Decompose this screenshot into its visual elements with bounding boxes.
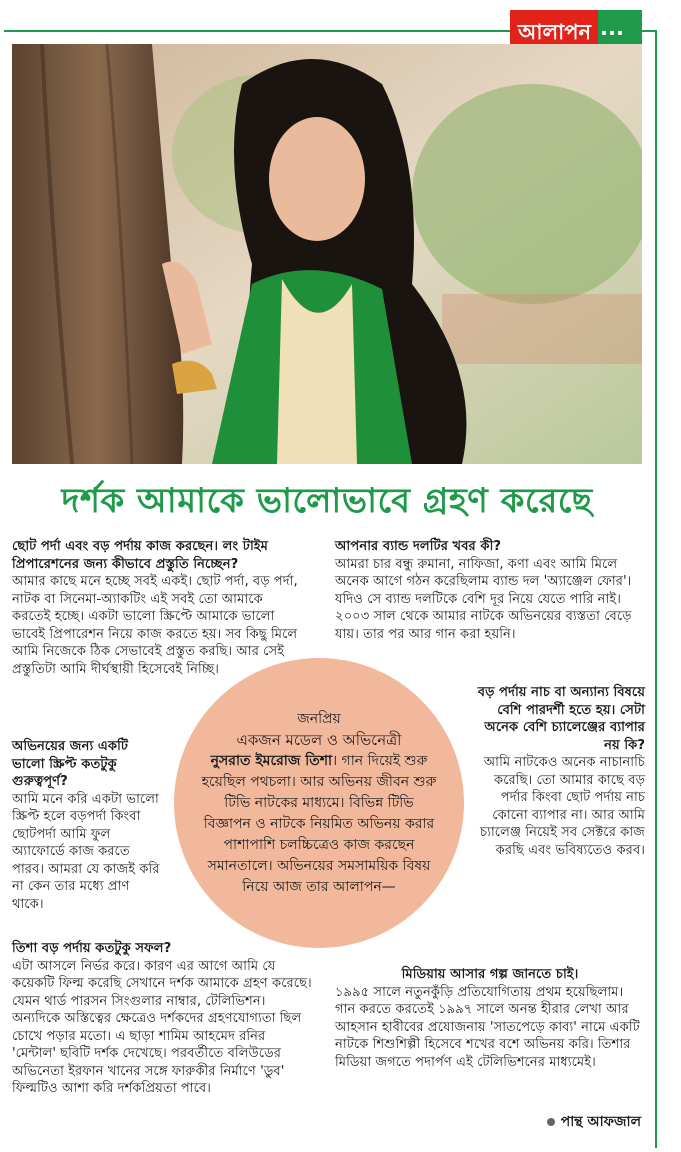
left-column <box>12 538 312 678</box>
intro-name: নুসরাত ইমরোজ তিশা <box>210 752 333 769</box>
right-column-3 <box>335 966 645 1071</box>
intro-line-1: জনপ্রিয় <box>297 710 341 727</box>
question-4: আপনার ব্যান্ড দলটির খবর কী? <box>335 539 502 554</box>
bullet-icon <box>547 1118 555 1126</box>
answer-3: এটা আসলে নির্ভর করে। কারণ এর আগে আমি যে কয়েকটি ফিল্ম করেছি সেখানে দর্শক আমাকে গ্রহণ করেছে। যেমন থার্ড পারসন সিংগুলার নাম্বার, টেলিভিশন। অন্যদিকে অস্তিত্বের ক্ষেত্রেও দর্শকদের গ্রহণযোগ্যতা ছিল চোখে পড়ার মতো। এ ছাড়া শামিম আহমেদ রনির 'মেন্টাল' ছবিটি দর্শক দেখেছে। পরবর্তীতে বলিউডের অভিনেতা ইরফান খানের সঙ্গে ফারুকীর নির্মাণে 'ডুব' ফিল্মটিও আশা করি দর্শকপ্রিয়তা পাবে। <box>12 958 312 1096</box>
answer-1: আমার কাছে মনে হচ্ছে সবই একই। ছোট পর্দা, বড় পর্দা, নাটক বা সিনেমা-অ্যাকটিং এই সবই তো আমাকে করতেই হচ্ছে। একটা ভালো স্ক্রিপ্টে আমাকে ভালো ভাবেই প্রিপারেশন নিয়ে কাজ করতে হয়। সব কিছু মিলে আমি নিজেকে ঠিক সেভাবেই প্রস্তুত করছি। আর সেই প্রস্তুতিটা আমি দীর্ঘস্থায়ী হিসেবেই নিচ্ছি। <box>12 574 298 677</box>
author-name: পান্থ আফজাল <box>560 1114 641 1130</box>
question-6: মিডিয়ায় আসার গল্প জানতে চাই। <box>401 967 579 982</box>
question-3: তিশা বড় পর্দায় কতটুকু সফল? <box>12 941 172 956</box>
answer-5: আমি নাটকেও অনেক নাচানাচি করেছি। তো আমার কাছে বড় পর্দার কিংবা ছোট পর্দায় নাচ কোনো ব্যাপার না। আর আমি চ্যালেঞ্জ নিয়েই সব সেক্টরে কাজ করছি এবং ভবিষ্যতেও করব। <box>480 755 645 858</box>
left-column-2 <box>12 738 162 913</box>
left-column-3 <box>12 940 312 1098</box>
headline: দর্শক আমাকে ভালোভাবে গ্রহণ করেছে <box>61 481 593 521</box>
answer-6: ১৯৯৫ সালে নতুনকুঁড়ি প্রতিযোগিতায় প্রথম হয়েছিলাম। গান করতে করতেই ১৯৯৭ সালে অনন্ত হীরার লেখা আর আহসান হাবীবের প্রযোজনায় 'সাতপেড়ে কাব্য' নামে একটি নাটকে শিশুশিল্পী হিসেবে শখের বশে অভিনয় করি। তিশার মিডিয়া জগতে পদার্পণ এই টেলিভিশনের মাধ্যমেই। <box>335 984 640 1070</box>
portrait-photo <box>12 44 642 464</box>
byline <box>547 1110 641 1134</box>
question-1: ছোট পর্দা এবং বড় পর্দায় কাজ করছেন। লং টাইম প্রিপারেশনের জন্য কীভাবে প্রস্তুতি নিচ্ছেন? <box>12 539 268 572</box>
right-column-2 <box>470 684 645 859</box>
answer-2: আমি মনে করি একটা ভালো স্ক্রিপ্ট হলে বড়পর্দা কিংবা ছোটপর্দা আমি ফুল অ্যাফোর্ডে কাজ করতে পারব। আমরা যে কাজই করি না কেন তার মধ্যে প্রাণ থাকে। <box>12 791 160 912</box>
section-tag-ellipsis: ... <box>598 10 642 52</box>
section-tag-label: আলাপন <box>510 10 598 52</box>
question-5: বড় পর্দায় নাচ বা অন্যান্য বিষয়ে বেশি পারদর্শী হতে হয়। সেটা অনেক বেশি চ্যালেঞ্জের ব্যাপার নয় কি? <box>477 685 645 753</box>
question-2: অভিনয়ের জন্য একটি ভালো স্ক্রিপ্ট কতটুকু গুরুত্বপূর্ণ? <box>12 739 129 789</box>
intro-circle <box>174 658 464 948</box>
intro-body <box>200 751 438 898</box>
answer-4: আমরা চার বন্ধু রুমানা, নাফিজা, কণা এবং আমি মিলে অনেক আগে গঠন করেছিলাম ব্যান্ড দল 'অ্যাঞ্জেল ফোর'। যদিও সে ব্যান্ড দলটিকে বেশি দূর নিয়ে যেতে পারি নাই। ২০০৩ সাল থেকে আমার নাটকে অভিনয়ের ব্যস্ততা বেড়ে যায়। তার পর আর গান করা হয়নি। <box>335 556 632 642</box>
intro-line-2: একজন মডেল ও অভিনেত্রী <box>236 730 402 749</box>
intro-rest: । গান দিয়েই শুরু হয়েছিল পথচলা। আর অভিনয় জীবন শুরু টিভি নাটকের মাধ্যমে। বিভিন্ন টিভি বিজ্ঞাপন ও নাটকে নিয়মিত অভিনয় করার পাশাপাশি চলচ্চিত্রেও কাজ করছেন সমানতালে। অভিনয়ের সমসাময়িক বিষয় নিয়ে আজ তার আলাপন— <box>201 752 437 895</box>
right-column <box>335 538 645 643</box>
